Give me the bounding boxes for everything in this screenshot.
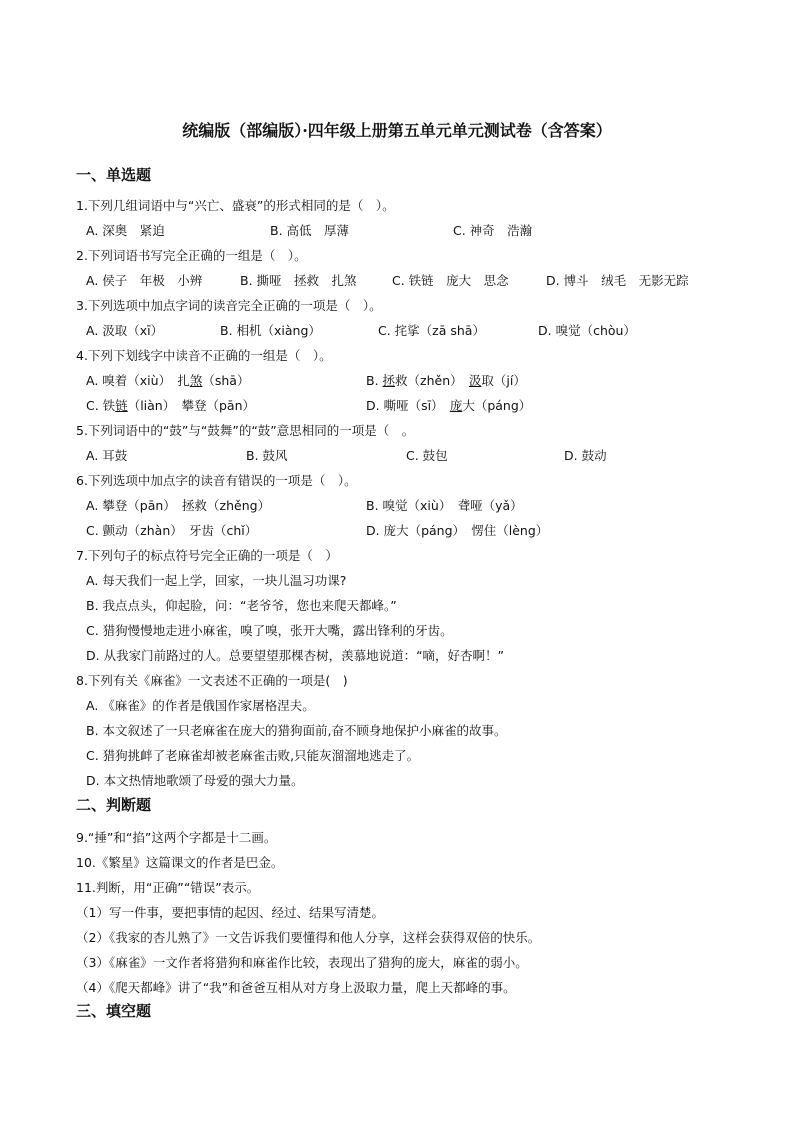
question-11-item-2: （2）《我家的杏儿熟了》一文告诉我们要懂得和他人分享，这样会获得双倍的快乐。 (76, 930, 541, 945)
question-8-stem: 8.下列有关《麻雀》一文表述不正确的一项是( ) (76, 673, 348, 688)
question-1-options (86, 221, 786, 241)
section-heading-true-false: 二、判断题 (76, 796, 152, 814)
question-7-option-d[interactable]: D. 从我家门前路过的人。总要望望那棵杏树，羡慕地说道：“嘀，好杏啊！” (86, 648, 505, 663)
underlined-char: 煞 (189, 373, 203, 388)
question-6-option-a[interactable]: A. 攀登（pān） 拯救（zhěng） (86, 498, 271, 513)
underlined-char: 汲 (468, 373, 482, 388)
question-6-stem: 6.下列选项中加点字的读音有错误的一项是（ ）。 (76, 473, 357, 488)
underlined-char: 庞 (449, 398, 463, 413)
question-7-option-a[interactable]: A. 每天我们一起上学，回家，一块儿温习功课? (86, 573, 347, 588)
question-6-options-row-2 (86, 521, 786, 541)
question-5-option-c[interactable]: C. 鼓包 (406, 448, 448, 463)
underlined-char: 拯 (382, 373, 396, 388)
question-5-options (86, 446, 786, 466)
question-11-stem: 11.判断，用“正确”“错误”表示。 (76, 880, 260, 895)
question-4-option-b[interactable] (366, 371, 526, 389)
question-4-stem: 4.下列下划线字中读音不正确的一组是（ ）。 (76, 348, 332, 363)
question-5-option-d[interactable]: D. 鼓动 (564, 448, 607, 463)
question-4-options-row-1 (86, 371, 786, 391)
option-text: （shā） (202, 373, 250, 388)
option-text: 救（zhěn） (395, 373, 469, 388)
question-4-options-row-2 (86, 396, 786, 416)
question-11-item-4: （4）《爬天都峰》讲了“我”和爸爸互相从对方身上汲取力量，爬上天都峰的事。 (76, 980, 516, 995)
question-8-option-b[interactable]: B. 本文叙述了一只老麻雀在庞大的猎狗面前,奋不顾身地保护小麻雀的故事。 (86, 723, 507, 738)
question-8-option-c[interactable]: C. 猎狗挑衅了老麻雀却被老麻雀击败,只能灰溜溜地逃走了。 (86, 748, 420, 763)
question-2-stem: 2.下列词语书写完全正确的一组是（ ）。 (76, 248, 307, 263)
option-text: C. 铁 (86, 398, 116, 413)
option-text: A. 嗅着（xiù） 扎 (86, 373, 190, 388)
page-title: 统编版（部编版）·四年级上册第五单元单元测试卷（含答案） (182, 121, 612, 140)
question-2-option-b[interactable]: B. 撕哑 拯救 扎煞 (240, 273, 357, 288)
section-heading-single-choice: 一、单选题 (76, 166, 152, 184)
option-text: 大（páng） (462, 398, 532, 413)
option-text: 取（jí） (481, 373, 526, 388)
question-5-option-b[interactable]: B. 鼓风 (246, 448, 288, 463)
question-1-stem: 1.下列几组词语中与“兴亡、盛衰”的形式相同的是（ ）。 (76, 198, 395, 213)
question-3-stem: 3.下列选项中加点字词的读音完全正确的一项是（ ）。 (76, 298, 382, 313)
question-6-option-c[interactable]: C. 颤动（zhàn） 牙齿（chǐ） (86, 523, 258, 538)
question-6-option-d[interactable]: D. 庞大（páng） 愣住（lèng） (366, 523, 549, 538)
question-4-option-d[interactable] (366, 396, 531, 414)
section-heading-fill-blank: 三、填空题 (76, 1002, 152, 1020)
question-1-option-a[interactable]: A. 深奥 紧迫 (86, 223, 165, 238)
question-3-options (86, 321, 786, 341)
question-1-option-b[interactable]: B. 高低 厚薄 (270, 223, 350, 238)
question-7-option-b[interactable]: B. 我点点头，仰起脸，问：“老爷爷，您也来爬天都峰。” (86, 598, 397, 613)
question-2-option-d[interactable]: D. 博斗 绒毛 无影无踪 (546, 273, 689, 288)
question-5-stem: 5.下列词语中的“鼓”与“鼓舞”的“鼓”意思相同的一项是（ 。 (76, 423, 415, 438)
option-text: D. 嘶哑（sī） (366, 398, 450, 413)
question-3-option-d[interactable]: D. 嗅觉（chòu） (538, 323, 636, 338)
question-5-option-a[interactable]: A. 耳鼓 (86, 448, 128, 463)
question-1-option-c[interactable]: C. 神奇 浩瀚 (453, 223, 533, 238)
question-3-option-a[interactable]: A. 汲取（xī） (86, 323, 164, 338)
question-4-option-c[interactable] (86, 396, 255, 414)
question-7-option-c[interactable]: C. 猎狗慢慢地走进小麻雀，嗅了嗅，张开大嘴，露出锋利的牙齿。 (86, 623, 453, 638)
underlined-char: 链 (115, 398, 128, 413)
question-3-option-b[interactable]: B. 相机（xiàng） (220, 323, 321, 338)
question-3-option-c[interactable]: C. 挓挲（zā shā） (378, 323, 485, 338)
question-11-item-3: （3）《麻雀》一文作者将猎狗和麻雀作比较，表现出了猎狗的庞大，麻雀的弱小。 (76, 955, 528, 970)
option-text: （liàn） 攀登（pān） (127, 398, 255, 413)
question-8-option-d[interactable]: D. 本文热情地歌颂了母爱的强大力量。 (86, 773, 304, 788)
question-4-option-a[interactable] (86, 371, 249, 389)
question-2-option-c[interactable]: C. 铁链 庞大 思念 (392, 273, 509, 288)
question-6-option-b[interactable]: B. 嗅觉（xiù） 聋哑（yǎ） (366, 498, 523, 513)
question-7-stem: 7.下列句子的标点符号完全正确的一项是（ ） (76, 548, 338, 563)
question-6-options-row-1 (86, 496, 786, 516)
question-10: 10.《繁星》这篇课文的作者是巴金。 (76, 855, 284, 870)
question-2-option-a[interactable]: A. 侯子 年极 小辨 (86, 273, 203, 288)
question-11-item-1: （1）写一件事，要把事情的起因、经过、结果写清楚。 (76, 905, 384, 920)
question-9: 9.“捶”和“掐”这两个字都是十二画。 (76, 830, 277, 845)
question-8-option-a[interactable]: A. 《麻雀》的作者是俄国作家屠格涅夫。 (86, 698, 315, 713)
question-2-options (86, 271, 786, 291)
option-text: B. (366, 373, 383, 388)
